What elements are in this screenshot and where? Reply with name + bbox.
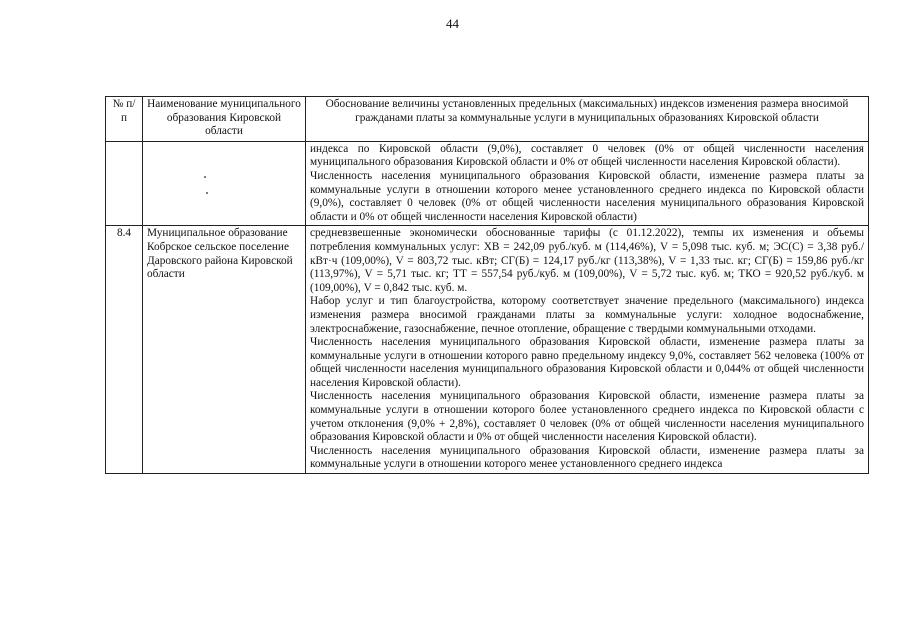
table-row-continuation xyxy=(106,141,869,226)
header-num: № п/п xyxy=(106,97,143,142)
paragraph: индекса по Кировской области (9,0%), составляет 0 человек (0% от общей численности населения муниципального образования Кировской области и 0% от общей численности населения Кировской области). xyxy=(310,142,864,169)
header-name: Наименование муниципального образования Кировской области xyxy=(143,97,306,142)
row-num: 8.4 xyxy=(106,226,143,474)
page-bottom-edge xyxy=(0,586,905,640)
row-num xyxy=(106,141,143,226)
page-number: 44 xyxy=(446,16,459,31)
table-header-row xyxy=(106,97,869,142)
scan-speck xyxy=(204,176,206,178)
row-rationale xyxy=(306,226,869,474)
paragraph: Численность населения муниципального образования Кировской области, изменение размера платы за коммунальные услуги в отношении которого более установленного среднего индекса по Кировской области с учетом отклонения (9,0% + 2,8%), составляет 0 человек (0% от общей численности населения муниципального образования Кировской области и 0% от общей численности населения Кировской области). xyxy=(310,390,864,444)
row-name xyxy=(143,141,306,226)
paragraph: Набор услуг и тип благоустройства, которому соответствует значение предельного (максимального) индекса изменения размера вносимой гражданами платы за коммунальные услуги: холодное водоснабжение, электроснабжение, газоснабжение, печное отопление, обращение с твердыми коммунальными отходами. xyxy=(310,295,864,335)
scan-speck xyxy=(206,192,208,194)
paragraph: Численность населения муниципального образования Кировской области, изменение размера платы за коммунальные услуги в отношении которого менее установленного среднего индекса по Кировской области (9,0%), составляет 0 человек (0% от общей численности населения муниципального образования Кировской области и 0% от общей численности населения Кировской области) xyxy=(310,169,864,223)
paragraph: Численность населения муниципального образования Кировской области, изменение размера платы за коммунальные услуги в отношении которого равно предельному индексу 9,0%, составляет 562 человека (100% от общей численности населения муниципального образования Кировской области и 0,044% от общей численности населения Кировской области). xyxy=(310,336,864,389)
row-rationale xyxy=(306,141,869,226)
paragraph: Численность населения муниципального образования Кировской области, изменение размера платы за коммунальные услуги в отношении которого менее установленного среднего индекса xyxy=(310,444,864,471)
tariff-table xyxy=(105,96,869,474)
header-rationale: Обоснование величины установленных предельных (максимальных) индексов изменения размера вносимой гражданами платы за коммунальные услуги в муниципальных образованиях Кировской области xyxy=(306,97,869,142)
table-row-8-4 xyxy=(106,226,869,474)
row-name: Муниципальное образование Кобрское сельское поселение Даровского района Кировской области xyxy=(143,226,306,474)
paragraph: средневзвешенные экономически обоснованные тарифы (с 01.12.2022), темпы их изменения и объемы потребления коммунальных услуг: ХВ = 242,09 руб./куб. м (114,46%), V = 5,098 тыс. куб. м; ЭС(С) = 3,38 руб./кВт·ч (109,00%), V = 803,72 тыс. кВт; СГ(Б) = 124,17 руб./кг (113,38%), V = 1,33 тыс. кг; СГ(Б) = 159,86 руб./кг (113,97%), V = 5,71 тыс. кг; ТТ = 557,54 руб./куб. м (109,00%), V = 5,72 тыс. куб. м; ТКО = 920,52 руб./куб. м (109,00%), V = 0,842 тыс. куб. м. xyxy=(310,227,864,294)
